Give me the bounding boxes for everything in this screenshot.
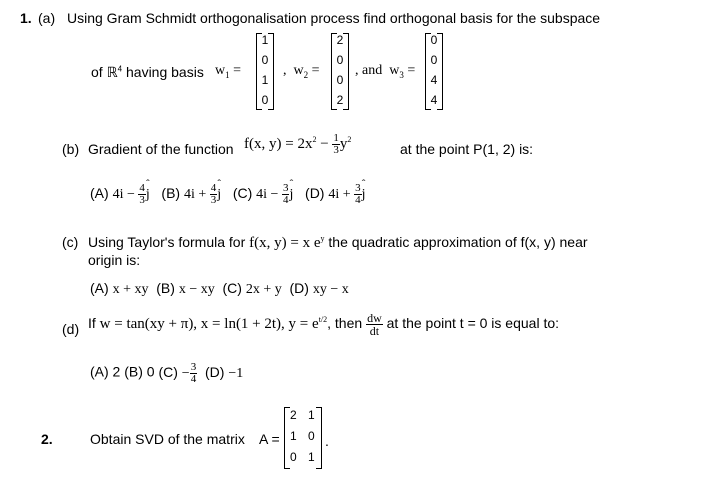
part-a-label: (a) bbox=[38, 10, 56, 26]
w1-vector: 1 0 1 0 bbox=[256, 33, 274, 110]
part-c-options bbox=[90, 280, 349, 298]
option-c-a: (A) x + xy bbox=[90, 280, 149, 297]
part-d-label: (d) bbox=[62, 321, 80, 337]
question-1-number: 1. bbox=[20, 10, 32, 26]
matrix-a: 2 1 1 0 0 1 bbox=[284, 407, 322, 469]
question-2-end: . bbox=[325, 433, 329, 449]
w2-vector: 2 0 0 2 bbox=[331, 33, 349, 110]
option-d-c: (C) − $\frac{3}{4}$ bbox=[158, 361, 197, 385]
option-d-a: (A) 2 bbox=[90, 363, 121, 380]
part-d-options bbox=[90, 362, 243, 385]
part-b-function: f(x, $y) = 2x^2$ − $\frac{1}{3}$ $y^2$ bbox=[244, 132, 352, 156]
w3-vector: 0 0 4 4 bbox=[425, 33, 443, 110]
part-c-line1: Using Taylor's formula for f(x, y) = x $e^y$ the quadratic approximation of f(x, y) near bbox=[88, 234, 588, 251]
w1-label: $w_1$ = bbox=[215, 63, 242, 80]
option-c-d: (D) xy − x bbox=[289, 280, 349, 297]
option-b-d: (D) 4i + $\frac{3}{4}$ ˆ j bbox=[305, 185, 366, 201]
part-c-function: f(x, y) = x $e^y$ bbox=[249, 234, 325, 251]
option-b-b: (B) 4i + $\frac{4}{3}$ ˆ j bbox=[161, 185, 225, 201]
part-b-label: (b) bbox=[62, 141, 80, 157]
part-b-text-post: at the point P(1, 2) is: bbox=[400, 141, 534, 157]
option-b-a: (A) 4i − $\frac{4}{3}$ ˆ j bbox=[90, 185, 154, 201]
option-c-b: (B) x − xy bbox=[156, 280, 215, 297]
question-2-text: Obtain SVD of the matrix bbox=[90, 431, 245, 447]
part-c-line2: origin is: bbox=[88, 252, 141, 268]
matrix-a-label: A = bbox=[259, 431, 280, 447]
part-a-text: Using Gram Schmidt orthogonalisation process find orthogonal basis for the subspace bbox=[67, 10, 601, 26]
part-c-label: (c) bbox=[62, 234, 79, 250]
w3-label: , and $w_3$ = bbox=[355, 63, 416, 80]
option-d-b: (B) 0 bbox=[124, 363, 155, 380]
part-d-line: If w = tan(xy + π), x = ln(1 + 2t), $y = e^{t/2}$, then $\frac{dw}{dt}$ at the point t = 0 is equal to: bbox=[88, 311, 560, 338]
part-b-options bbox=[90, 183, 366, 206]
option-c-c: (C) 2x + y bbox=[222, 280, 282, 297]
subspace-text: of ℝ$^4$ having basis bbox=[91, 64, 204, 80]
option-b-c: (C) 4i − $\frac{3}{4}$ ˆ j bbox=[233, 185, 297, 201]
question-2-number: 2. bbox=[41, 431, 53, 447]
w2-label: , $w_2$ = bbox=[283, 63, 320, 80]
option-d-d: (D) −1 bbox=[204, 363, 244, 381]
part-b-text: Gradient of the function bbox=[88, 141, 234, 157]
